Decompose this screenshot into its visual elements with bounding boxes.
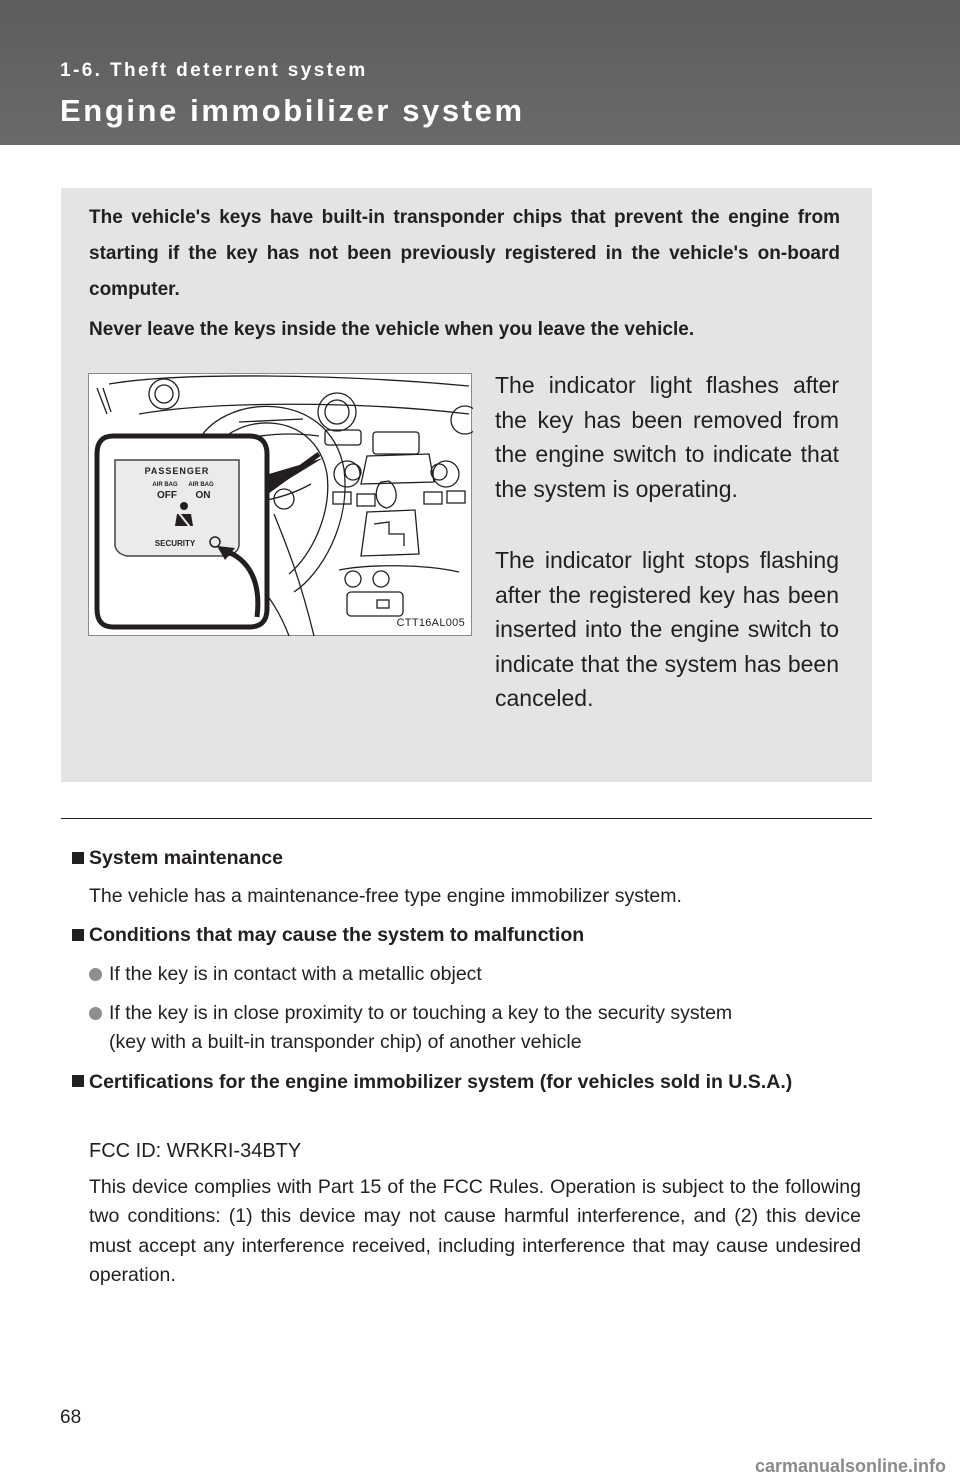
maintenance-heading-row bbox=[72, 844, 872, 873]
indicator-flashing-text: The indicator light flashes after the key has been removed from the engine switch to indicate that the system is operating. bbox=[495, 372, 839, 502]
maintenance-text: The vehicle has a maintenance-free type engine immobilizer system. bbox=[89, 885, 682, 907]
airbag-label-right: AIR BAG bbox=[188, 482, 214, 488]
panel-title: PASSENGER bbox=[144, 466, 210, 476]
condition-text: If the key is in contact with a metallic object bbox=[109, 963, 482, 985]
condition-item bbox=[89, 960, 872, 989]
intro-box bbox=[61, 188, 872, 782]
cert-heading: Certifications for the engine immobilizer system (for vehicles sold in U.S.A.) bbox=[89, 1071, 793, 1093]
maintenance-heading: System maintenance bbox=[89, 847, 284, 869]
dashboard-illustration bbox=[88, 373, 472, 636]
square-bullet-icon bbox=[72, 852, 84, 864]
illustration-code: CTT16AL005 bbox=[396, 617, 465, 629]
chapter-header bbox=[0, 0, 960, 145]
watermark: carmanualsonline.info bbox=[754, 1456, 946, 1476]
airbag-label-left: AIR BAG bbox=[152, 482, 178, 488]
condition-text-continued: (key with a built-in transponder chip) of another vehicle bbox=[109, 1031, 582, 1053]
indicator-stops-text: The indicator light stops flashing after the registered key has been inserted into the engine switch to indicate that the system has been canceled. bbox=[495, 547, 839, 711]
divider bbox=[61, 818, 872, 819]
security-label: SECURITY bbox=[154, 539, 196, 548]
condition-item bbox=[89, 999, 872, 1028]
condition-text: If the key is in close proximity to or touching a key to the security system bbox=[109, 1002, 733, 1024]
round-bullet-icon bbox=[89, 1007, 102, 1020]
fcc-id: FCC ID: WRKRI-34BTY bbox=[89, 1140, 302, 1162]
airbag-off-label: OFF bbox=[157, 490, 177, 501]
square-bullet-icon bbox=[72, 929, 84, 941]
conditions-heading: Conditions that may cause the system to malfunction bbox=[89, 924, 585, 946]
cert-heading-row bbox=[72, 1067, 862, 1098]
intro-paragraph-warning: Never leave the keys inside the vehicle when you leave the vehicle. bbox=[89, 319, 695, 340]
airbag-on-label: ON bbox=[195, 490, 211, 501]
square-bullet-icon bbox=[72, 1075, 84, 1087]
section-label: 1-6. Theft deterrent system bbox=[60, 60, 368, 81]
conditions-heading-row bbox=[72, 921, 872, 950]
fcc-compliance-text: This device complies with Part 15 of the FCC Rules. Operation is subject to the following two conditions: (1) this device may not cause harmful interference, and (2) this device must accept any interference received, including interference that may cause undesired operation. bbox=[89, 1176, 861, 1286]
intro-paragraph-transponder: The vehicle's keys have built-in transponder chips that prevent the engine from starting if the key has not been previously registered in the vehicle's on-board computer. bbox=[89, 207, 840, 300]
round-bullet-icon bbox=[89, 968, 102, 981]
dashboard-drawing bbox=[89, 374, 473, 637]
page-title: Engine immobilizer system bbox=[60, 93, 525, 128]
page-number: 68 bbox=[60, 1407, 82, 1428]
